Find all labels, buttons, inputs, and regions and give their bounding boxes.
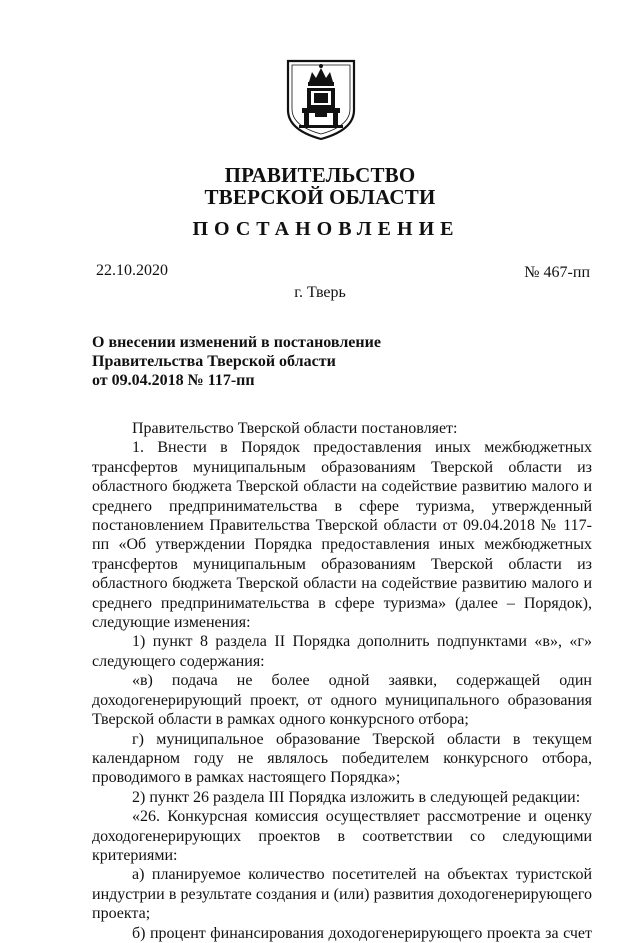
body-paragraph: 1. Внести в Порядок предоставления иных межбюджетных трансфертов муниципальным образованиям Тверской области из областного бюджета Тверской области на содействие развитию малого и среднего предпринимательства в сфере туризма, утвержденный постановлением Правительства Тверской области от 09.04.2018 № 117-пп «Об утверждении Порядка предоставления иных межбюджетных трансфертов муниципальным образованиям Тверской области из областного бюджета Тверской области на содействие развитию малого и среднего предпринимательства в сфере туризма» (далее – Порядок), следующие изменения:: [92, 439, 592, 632]
subject-line: Правительства Тверской области: [92, 353, 336, 370]
body-paragraph: «26. Конкурсная комиссия осуществляет рассмотрение и оценку доходогенерирующих проектов в соответствии со следующими критериями:: [92, 808, 592, 864]
government-title-line2: ТВЕРСКОЙ ОБЛАСТИ: [204, 185, 436, 209]
body-paragraph: «в) подача не более одной заявки, содержащей один доходогенерирующий проект, от одного муниципального образования Тверской области в рамках одного конкурсного отбора;: [92, 672, 592, 729]
document-type-title: ПОСТАНОВЛЕНИЕ: [192, 218, 460, 240]
document-body: [92, 419, 592, 943]
body-paragraph: а) планируемое количество посетителей на объектах туристской индустрии в результате создания и (или) развития доходогенерирующего проекта;: [92, 866, 592, 923]
subject-line: О внесении изменений в постановление: [92, 334, 381, 351]
body-paragraph: г) муниципальное образование Тверской области в текущем календарном году не являлось победителем конкурсного отбора, проводимого в рамках настоящего Порядка»;: [92, 730, 592, 787]
body-paragraph: б) процент финансирования доходогенерирующего проекта за счет: [132, 924, 592, 942]
body-paragraph: 1) пункт 8 раздела II Порядка дополнить подпунктами «в», «г» следующего содержания:: [92, 633, 592, 670]
document-subject: [92, 333, 381, 390]
government-title-line1: ПРАВИТЕЛЬСТВО: [224, 163, 416, 187]
body-paragraph: 2) пункт 26 раздела III Порядка изложить в следующей редакции:: [132, 788, 581, 806]
tver-region-coat-of-arms-icon: [285, 58, 357, 142]
subject-line: от 09.04.2018 № 117-пп: [92, 372, 255, 389]
document-city: г. Тверь: [294, 284, 346, 301]
body-paragraph: Правительство Тверской области постановляет:: [132, 420, 458, 437]
document-date: 22.10.2020: [96, 262, 168, 279]
document-number: № 467-пп: [524, 264, 590, 281]
